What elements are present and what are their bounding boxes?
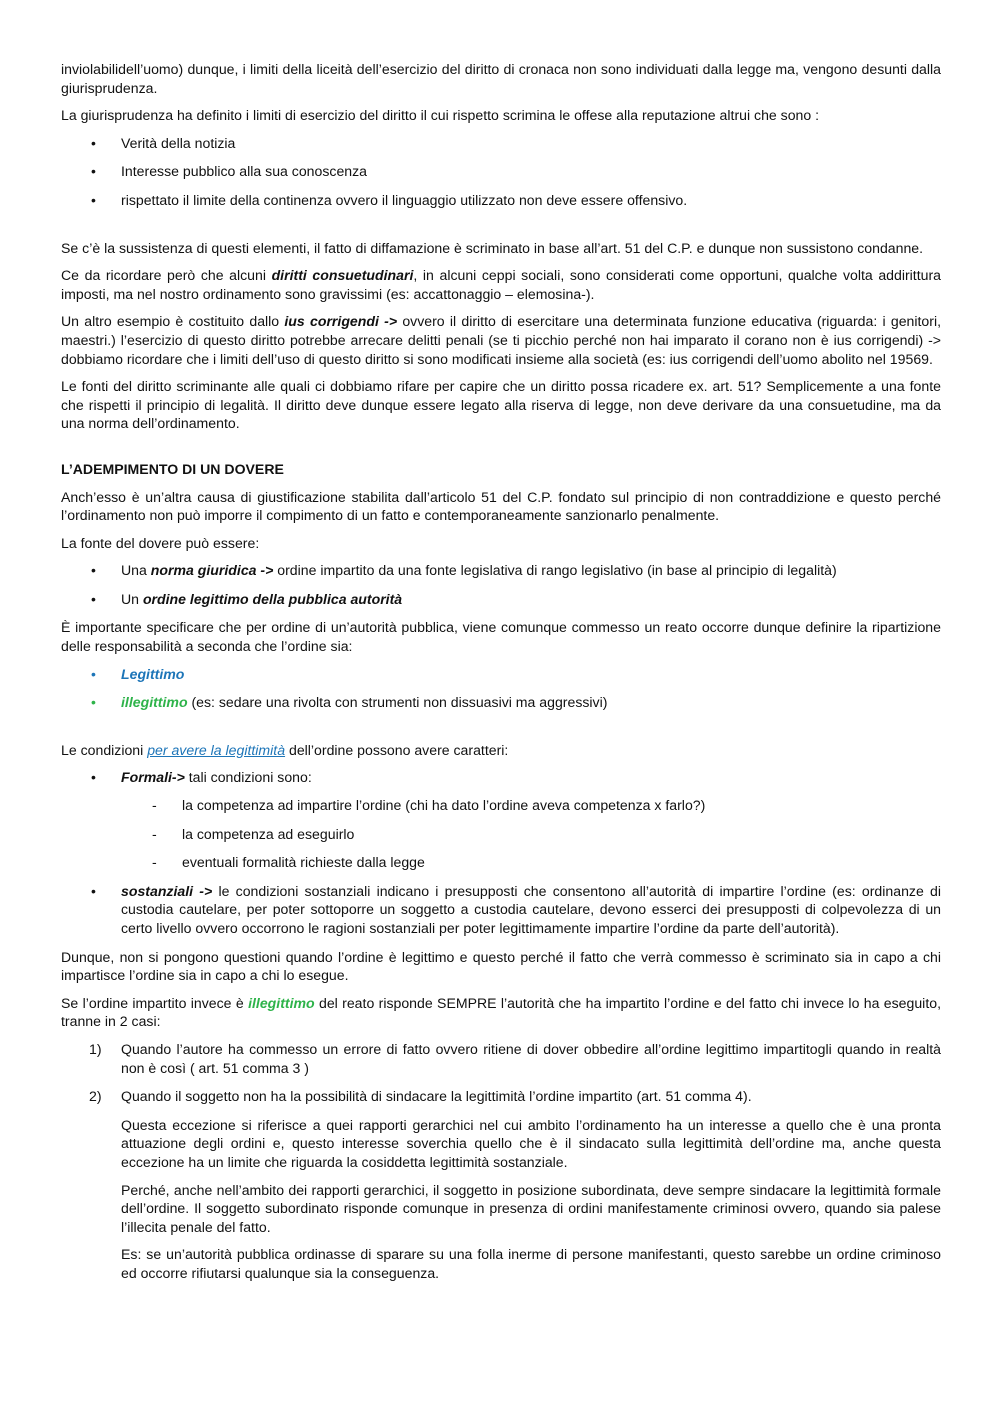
list-item-norma-giuridica: • Una norma giuridica -> ordine impartito da una fonte legislativa di rango legislativo (in base al principio di legalità): [61, 561, 941, 580]
paragraph-giurisprudenza: La giurisprudenza ha definito i limiti di esercizio del diritto il cui rispetto scrimina le offese alla reputazione altrui che sono :: [61, 107, 820, 124]
paragraph-eccezione: Questa eccezione si riferisce a quei rapporti gerarchici nel cui ambito l’ordinamento ha un interesse a quello che è una pronta attuazione degli ordini e, questo interesse soverchia quello che è il sindacato sulla legittimità dell’ordine ma, anche questa eccezione ha un limite che riguarda la cosiddetta legittimità sostanziale.: [121, 1116, 941, 1170]
paragraph-dunque: Dunque, non si pongono questioni quando l’ordine è legittimo e questo perché il fatto che verrà commesso è scriminato sia in capo a chi impartisce l’ordine sia in capo a chi lo esegue.: [61, 948, 941, 984]
paragraph-fonte-dovere: La fonte del dovere può essere:: [61, 534, 260, 551]
paragraph-ius-corrigendi: Un altro esempio è costituito dallo ius corrigendi -> ovvero il diritto di esercitare una determinata funzione educativa (riguarda: i genitori, maestri.) l’esercizio di questo diritto potrebbe arrecare delitti penali (se ti picchio perché non hai imparato il corano non è ius corrigendi) -> dobbiamo ricordare che i limiti dell’uso di questo diritto si sono modificati insieme alla società (es: ius corrigendi dell’uomo abolito nel 19569.: [61, 313, 941, 367]
dovere-list: [61, 561, 941, 608]
emphasis-illegittimo: illegittimo: [248, 994, 315, 1011]
spacer: [61, 442, 941, 460]
limits-list: [61, 134, 941, 210]
sublist-item-competenza-impartire: - la competenza ad impartire l’ordine (chi ha dato l’ordine aveva competenza x farlo?): [152, 797, 706, 814]
paragraph-sussistenza: Se c’è la sussistenza di questi elementi, il fatto di diffamazione è scriminato in base all’art. 51 del C.P. e dunque non sussistono condanne.: [61, 239, 924, 256]
list-item-interesse: • Interesse pubblico alla sua conoscenza: [61, 162, 941, 181]
list-item-ordine-legittimo: • Un ordine legittimo della pubblica autorità: [61, 590, 941, 609]
paragraph-intro: inviolabilidell’uomo) dunque, i limiti della liceità dell’esercizio del diritto di cronaca non sono individuati dalla legge ma, vengono desunti dalla giurisprudenza.: [61, 61, 941, 96]
paragraph-condizioni: Le condizioni per avere la legittimità dell’ordine possono avere caratteri:: [61, 741, 509, 758]
list-item-sostanziali: • sostanziali -> le condizioni sostanziali indicano i presupposti che consentono all’autorità di impartire l’ordine (es: ordinanze di custodia cautelare, per poter sottoporre un soggetto a custodia cautelare, devono esserci dei presupposti di colpevolezza di un certo livello ovvero occorrono le ragioni sostanziali per poter legittimamente impartire l’ordine da parte dell’autorità).: [61, 882, 941, 938]
emphasis-ius-corrigendi: ius corrigendi ->: [284, 313, 398, 330]
list-item-illegittimo: • illegittimo (es: sedare una rivolta con strumenti non dissuasivi ma aggressivi): [61, 693, 941, 712]
paragraph-anchesso: Anch’esso è un’altra causa di giustificazione stabilita dall’articolo 51 del C.P. fondato sul principio di non contraddizione e questo perché l’ordinamento non può imporre il compimento di un fatto e contemporaneamente sanzionarlo penalmente.: [61, 488, 941, 524]
document-body: [61, 60, 941, 1292]
sublist-item-formalita: - eventuali formalità richieste dalla legge: [152, 854, 425, 871]
paragraph-importante: È importante specificare che per ordine di un’autorità pubblica, viene comunque commesso un reato occorre dunque definire la ripartizione delle responsabilità a seconda che l’ordine sia:: [61, 619, 941, 655]
emphasis-diritti-consuetudinari: diritti consuetudinari: [271, 267, 414, 284]
list-item-caso-2: 2) Quando il soggetto non ha la possibilità di sindacare la legittimità l’ordine impartito (art. 51 comma 4).: [89, 1088, 752, 1105]
sublist-item-competenza-eseguire: - la competenza ad eseguirlo: [152, 825, 355, 842]
list-item-formali: • Formali-> tali condizioni sono: - la competenza ad impartire l’ordine (chi ha dato l’ordine aveva competenza x farlo?) - la competenza ad eseguirlo - eventuali formalità richieste dalla legge: [61, 768, 941, 871]
list-item-caso-1: 1) Quando l’autore ha commesso un errore di fatto ovvero ritiene di dover obbedire all’ordine legittimo impartitogli quando in realtà non è così ( art. 51 comma 3 ): [89, 1040, 941, 1076]
ordine-list: [61, 665, 941, 712]
condizioni-list: [61, 768, 941, 937]
paragraph-consuetudinari: Ce da ricordare però che alcuni diritti consuetudinari, in alcuni ceppi sociali, sono considerati come opportuni, qualche volta addirittura imposti, ma nel nostro ordinamento sono gravissimi (es: accattonaggio – elemosina-).: [61, 267, 942, 302]
legittimita-link[interactable]: per avere la legittimità: [147, 741, 286, 758]
paragraph-fonti: Le fonti del diritto scriminante alle quali ci dobbiamo rifare per capire che un diritto possa ricadere ex. art. 51? Semplicemente a una fonte che rispetti il principio di legalità. Il diritto deve dunque essere legato alla riserva di legge, non deve derivare da una consuetudine, ma da una norma dell’ordinamento.: [61, 378, 941, 432]
section-heading: L’ADEMPIMENTO DI UN DOVERE: [61, 460, 284, 477]
paragraph-illegittimo: Se l’ordine impartito invece è illegittimo del reato risponde SEMPRE l’autorità che ha impartito l’ordine e del fatto chi invece lo ha eseguito, tranne in 2 casi:: [61, 994, 941, 1030]
paragraph-rapporti-gerarchici: Perché, anche nell’ambito dei rapporti gerarchici, il soggetto in posizione subordinata, deve sempre sindacare la legittimità formale dell’ordine. Il soggetto subordinato risponde comunque in presenza di ordini manifestamente criminosi ovvero, quando sia palese l’illecita penale del fatto.: [121, 1181, 941, 1235]
casi-list: [61, 1040, 941, 1106]
formali-sublist: [121, 796, 941, 872]
spacer: [61, 722, 941, 741]
list-item-legittimo: • Legittimo: [61, 665, 941, 684]
list-item-continenza: • rispettato il limite della continenza ovvero il linguaggio utilizzato non deve essere offensivo.: [61, 191, 941, 210]
list-item-verita: • Verità della notizia: [61, 134, 941, 153]
spacer: [61, 220, 941, 239]
paragraph-esempio: Es: se un’autorità pubblica ordinasse di sparare su una folla inerme di persone manifestanti, questo sarebbe un ordine criminoso ed occorre rifiutarsi qualunque sia la conseguenza.: [121, 1246, 941, 1281]
